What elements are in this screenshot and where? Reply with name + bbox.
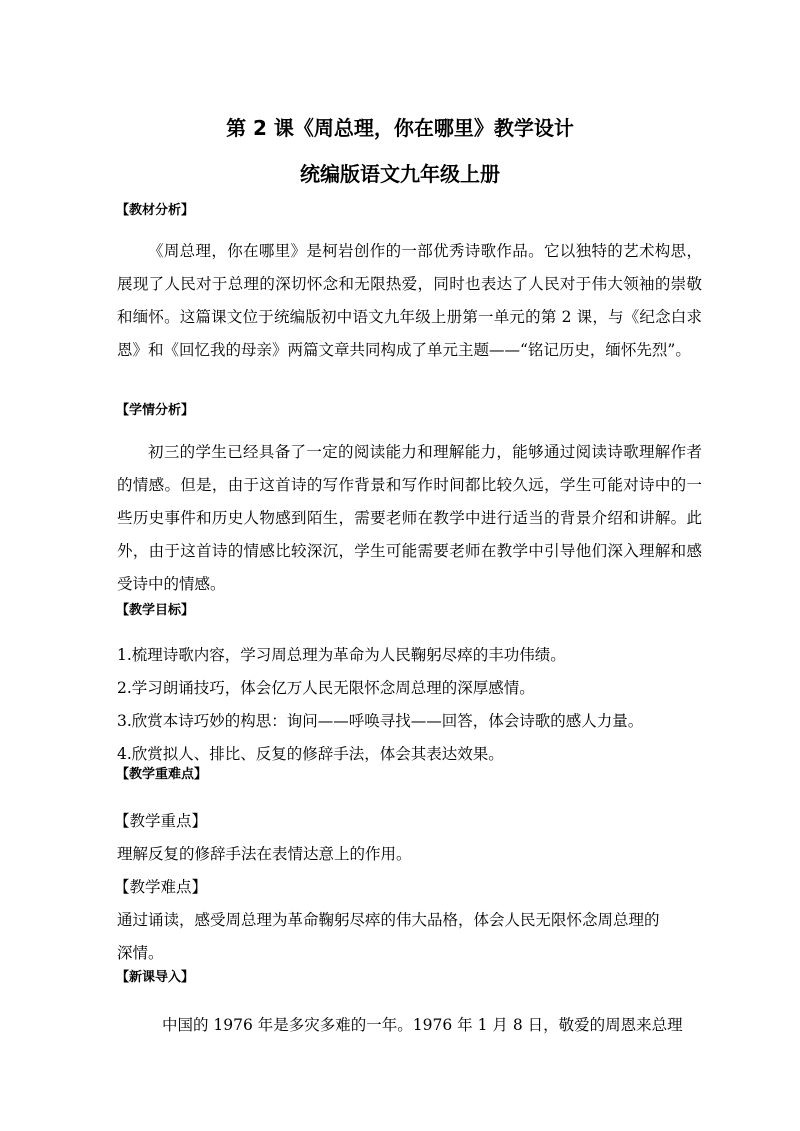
section-heading-student-analysis: 【学情分析】: [116, 403, 195, 418]
difficult-point-heading: 【教学难点】: [114, 878, 208, 896]
section-heading-key-difficult-points: 【教学重难点】: [116, 767, 208, 782]
difficult-point-text-line-1: 通过诵读，感受周总理为革命鞠躬尽瘁的伟大品格，体会人民无限怀念周总理的: [117, 911, 660, 929]
material-analysis-paragraph: 《周总理，你在哪里》是柯岩创作的一部优秀诗歌作品。它以独特的艺术构思，展现了人民对于总理的深切怀念和无限热爱，同时也表达了人民对于伟大领袖的崇敬和缅怀。这篇课文位于统编版初中语文九年级上册第一单元的第 2 课，与《纪念白求恩》和《回忆我的母亲》两篇文章共同构成了单元主题——“铭记历史，缅怀先烈”。: [117, 242, 702, 359]
key-point-text: 理解反复的修辞手法在表情达意上的作用。: [117, 845, 412, 863]
student-analysis-paragraph: 初三的学生已经具备了一定的阅读能力和理解能力，能够通过阅读诗歌理解作者的情感。但是，由于这首诗的写作背景和写作时间都比较久远，学生可能对诗中的一些历史事件和历史人物感到陌生，需要老师在教学中进行适当的背景介绍和讲解。此外，由于这首诗的情感比较深沉，学生可能需要老师在教学中引导他们深入理解和感受诗中的情感。: [117, 443, 702, 593]
teaching-goal-item: 4.欣赏拟人、排比、反复的修辞手法，体会其表达效果。: [117, 745, 504, 763]
section-heading-new-lesson-intro: 【新课导入】: [116, 970, 195, 985]
key-point-heading: 【教学重点】: [114, 812, 208, 830]
new-lesson-intro-paragraph: 中国的 1976 年是多灾多难的一年。1976 年 1 月 8 日，敬爱的周恩来总理: [162, 1016, 683, 1034]
difficult-point-text-line-2: 深情。: [117, 944, 164, 962]
teaching-goal-item: 3.欣赏本诗巧妙的构思：询问——呼唤寻找——回答，体会诗歌的感人力量。: [117, 712, 644, 730]
document-title: 第 2 课《周总理，你在哪里》教学设计: [226, 116, 574, 140]
section-heading-teaching-goals: 【教学目标】: [116, 603, 195, 618]
teaching-goal-item: 1.梳理诗歌内容，学习周总理为革命为人民鞠躬尽瘁的丰功伟绩。: [117, 646, 566, 664]
section-heading-material-analysis: 【教材分析】: [116, 203, 195, 218]
document-subtitle: 统编版语文九年级上册: [300, 162, 500, 186]
teaching-goal-item: 2.学习朗诵技巧，体会亿万人民无限怀念周总理的深厚感情。: [117, 679, 535, 697]
